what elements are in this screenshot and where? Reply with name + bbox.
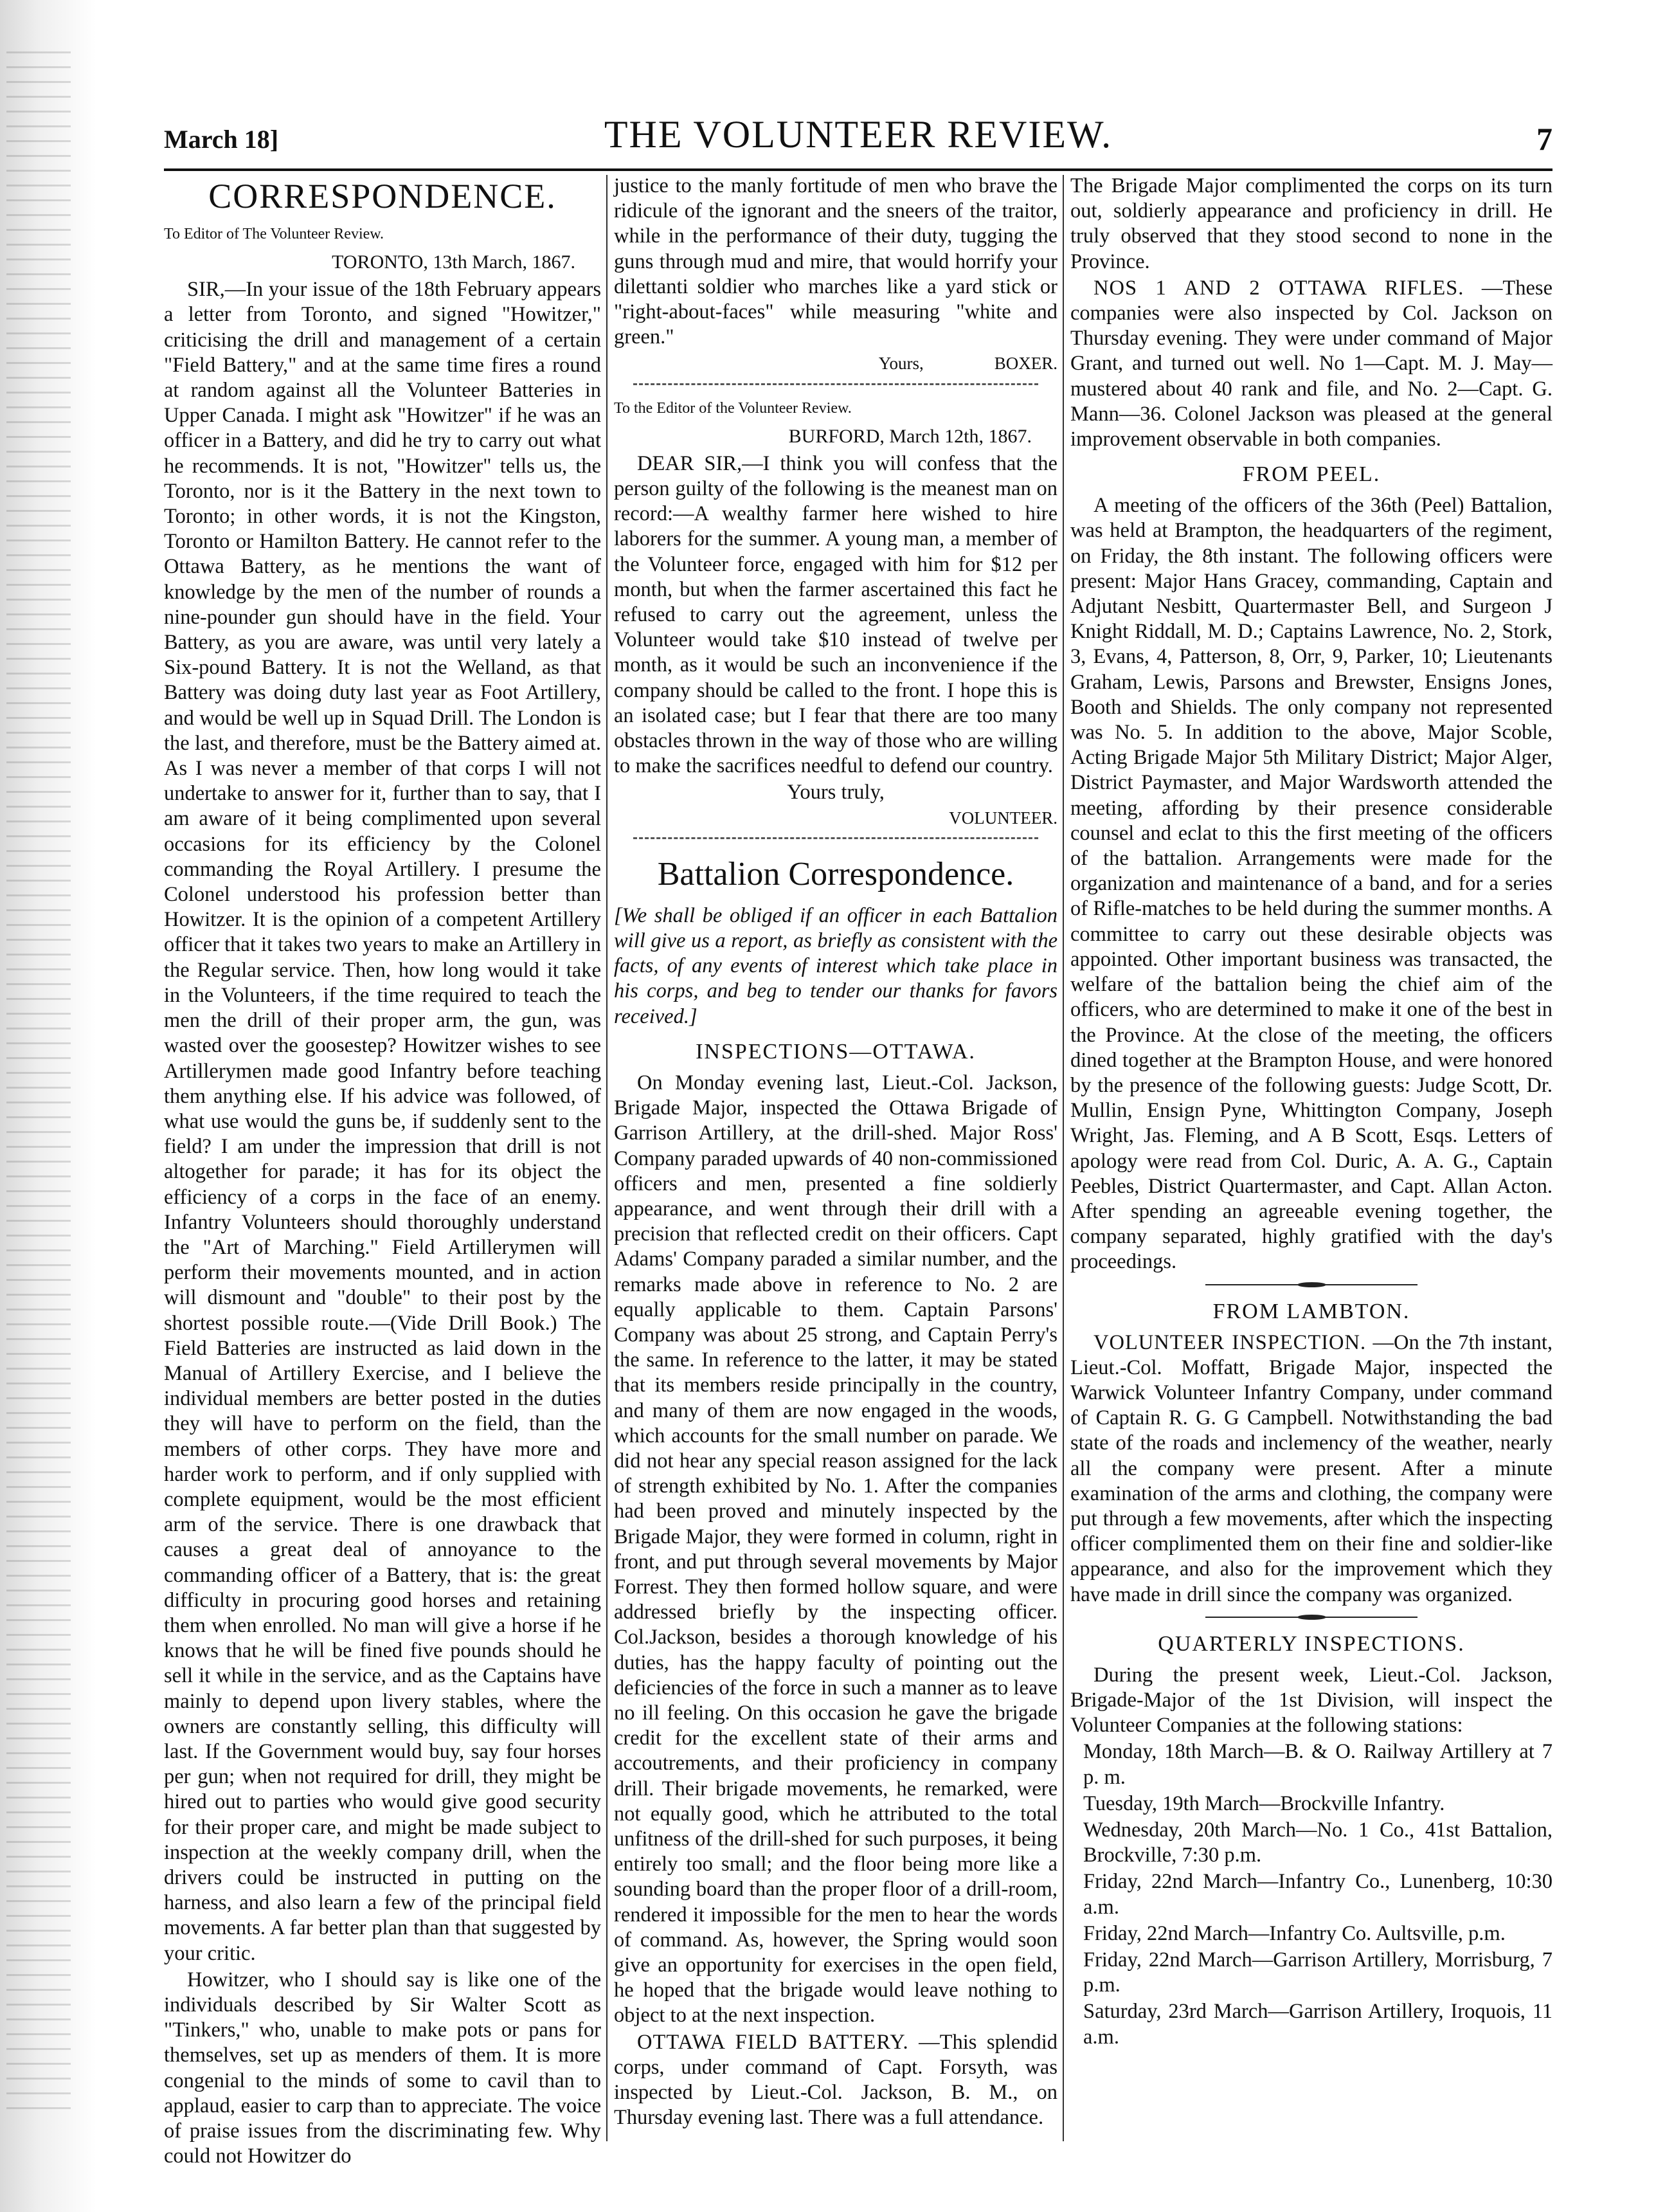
article-paragraph — [1070, 1330, 1553, 1608]
paragraph-lead: OTTAWA FIELD BATTERY. — [637, 2030, 909, 2054]
separator-ornament — [1070, 1280, 1553, 1289]
article-paragraph: DEAR SIR,—I think you will confess that the person guilty of the following is the meanest man on record:—A wealthy farmer here wished to hire laborers for the summer. A young man, a member of the Volunteer force, engaged with him for $12 per month, but when the farmer ascertained this fact he refused to carry out the agreement, unless the Volunteer would take $10 instead of twelve per month, as it would be such an inconvenience if the company should be called to the front. I hope this is an isolated case; but I fear that there are too many obstacles thrown in the way of those who are willing to make the sacrifices needful to defend our country. — [614, 451, 1058, 778]
page-header — [164, 113, 1553, 164]
letter-dateline: TORONTO, 13th March, 1867. — [332, 251, 575, 273]
article-paragraph: SIR,—In your issue of the 18th February appears a letter from Toronto, and signed "Howitzer," criticising the drill and management of a certain "Field Battery," and at the same time fires a round at random against all the Volunteer Batteries in Upper Canada. I might ask "Howitzer" if he was an officer in a Battery, and did he try to carry out what he recommends. It is not, "Howitzer" tells us, the Toronto, nor is it the Battery in the next town to Toronto; in other words, it is not the Kingston, Toronto or Hamilton Battery. He cannot refer to the Ottawa Battery, as he mentions the want of knowledge by the men of the number of rounds a nine-pounder gun should have in the field. Your Battery, as you are aware, was until very lately a Six-pound Battery. It is not the Welland, as that Battery was doing duty last year as Foot Artillery, and would be well up in Squad Drill. The London is the last, and therefore, must be the Battery aimed at. As I was never a member of that corps I will not undertake to answer for it, further than to say, that I am aware of it being complimented upon several occasions for its efficiency by the Colonel commanding the Royal Artillery. I presume the Colonel understood his profession better than Howitzer. It is the opinion of a competent Artillery officer that it takes two years to make an Artillery in the Regular service. Then, how long would it take in the Volunteers, if the time required to teach the men the drill of their proper arm, the gun, was wasted over the goosestep? Howitzer wishes to see Artillerymen made good Infantry before teaching them anything else. If his advice was followed, of what use would the guns be, if suddenly sent to the field? I am under the impression that drill is not altogether for parade; it has for its object the efficiency of a corps in the face of an enemy. Infantry Volunteers should thoroughly understand the "Art of Marching." Field Artillerymen will perform their movements mounted, and in action will dismount and "double" to their post by the shortest possible route.—(Vide Drill Book.) The Field Batteries are instructed as laid down in the Manual of Artillery Exercise, and I believe the individual members are better posted in the duties they will have to perform on the field, than the members of other corps. They have more and harder work to perform, and if only supplied with complete equipment, would be the most efficient arm of the service. There is one drawback that causes a great deal of annoyance to the commanding officer of a Battery, that is: the great difficulty in procuring good horses and retaining them when enrolled. No man will give a horse if he knows that he will be fined five pounds should he sell it while in the service, and as the Captains have mainly to depend upon livery stables, where the owners are constantly selling, this difficulty will last. If the Government would buy, say four horses per gun; when not required for drill, they might be hired out to parties who would give good security for their proper care, and might be made subject to inspection at the weekly company drill, when the drivers could be instructed in putting on the harness, and also learn a few of the principal field movements. A far better plan than that suggested by your critic. — [164, 278, 601, 1965]
editor-note: [We shall be obliged if an officer in each Battalion will give us a report, as briefly as consistent with the facts, of any events of interest which take place in his corps, and beg to tender our thanks for favors received.] — [614, 903, 1058, 1028]
section-title-correspondence: CORRESPONDENCE. — [208, 177, 557, 215]
column-2 — [614, 174, 1058, 2141]
signature-row — [614, 351, 1058, 376]
publication-title: THE VOLUNTEER REVIEW. — [604, 113, 1113, 156]
list-item: Friday, 22nd March—Garrison Artillery, Morrisburg, 7 p.m. — [1083, 1948, 1553, 1997]
header-date: March 18] — [164, 125, 279, 154]
page-number: 7 — [1536, 121, 1553, 157]
list-item: Monday, 18th March—B. & O. Railway Artillery at 7 p. m. — [1083, 1740, 1553, 1789]
header-rule — [164, 168, 1553, 171]
separator-dash — [633, 383, 1038, 392]
signature-name: BOXER. — [994, 354, 1058, 374]
list-item: Tuesday, 19th March—Brockville Infantry. — [1083, 1791, 1445, 1815]
column-divider-2 — [1063, 175, 1064, 2141]
binding-texture — [6, 51, 71, 2109]
signature-closing: Yours, — [878, 354, 924, 374]
list-item: Friday, 22nd March—Infantry Co., Lunenberg, 10:30 a.m. — [1083, 1870, 1553, 1919]
signature-name: VOLUNTEER. — [949, 808, 1058, 828]
paragraph-text: —These companies were also inspected by Col. Jackson on Thursday evening. They were under command of Major Grant, and turned out well. No 1—Capt. M. J. May—mustered about 40 rank and file, and No. 2—Capt. G. Mann—36. Colonel Jackson was pleased at the general improvement observable in both companies. — [1070, 276, 1553, 451]
section-title-battalion: Battalion Correspondence. — [657, 855, 1014, 893]
list-item: Saturday, 23rd March—Garrison Artillery, Iroquois, 11 a.m. — [1083, 2000, 1553, 2049]
article-paragraph — [614, 2030, 1058, 2131]
paragraph-lead: VOLUNTEER INSPECTION. — [1094, 1330, 1367, 1354]
column-divider-1 — [606, 175, 608, 2141]
letter-addressee: To Editor of The Volunteer Review. — [164, 226, 384, 242]
article-paragraph: justice to the manly fortitude of men who brave the ridicule of the ignorant and the sneers of the traitor, while in the performance of their duty, tugging the guns through mud and mire, that would horrify your dilettanti soldier who marches like a yard stick or "right-about-faces" while measuring "white and green." — [614, 174, 1058, 349]
signature-closing: Yours truly, — [787, 781, 885, 804]
article-paragraph: Howitzer, who I should say is like one of the individuals described by Sir Walter Scott as "Tinkers," who, unable to make pots or pans for themselves, set up as menders of them. It is more congenial to the minds of some to cavil than to applaud, easier to carp than to appreciate. The voice of praise issues from the discriminating few. Why could not Howitzer do — [164, 1968, 601, 2168]
column-3 — [1070, 174, 1553, 2141]
page-binding-edge — [0, 0, 96, 2212]
subsection-title: QUARTERLY INSPECTIONS. — [1158, 1631, 1465, 1656]
paragraph-text: —This splendid corps, under command of Capt. Forsyth, was inspected by Lieut.-Col. Jackson, B. M., on Thursday evening last. There was a full attendance. — [614, 2030, 1058, 2130]
list-item: Friday, 22nd March—Infantry Co. Aultsville, p.m. — [1083, 1921, 1506, 1945]
subsection-title: FROM LAMBTON. — [1212, 1299, 1410, 1323]
column-1 — [164, 174, 601, 2168]
article-paragraph: On Monday evening last, Lieut.-Col. Jackson, Brigade Major, inspected the Ottawa Brigade of Garrison Artillery, at the drill-shed. Major Ross' Company paraded upwards of 40 non-commissioned officers and men, presented a fine soldierly appearance, and went through their drill with a precision that reflected credit on their officers. Capt Adams' Company paraded a similar number, and the remarks made above in reference to No. 2 are equally applicable to them. Captain Parsons' Company was about 25 strong, and Captain Perry's the same. In reference to the latter, it may be stated that its members reside principally in the country, and many of them are now engaged in the woods, which accounts for the small number on parade. We did not hear any special reason assigned for the lack of strength exhibited by No. 1. After the companies had been proved and minutely inspected by the Brigade Major, they were formed in column, right in front, and put through several movements by Major Forrest. They then formed hollow square, and were addressed briefly by the inspecting officer. Col.Jackson, besides a thorough knowledge of his duties, has the happy faculty of pointing out the deficiencies of the force in such a manner as to leave no ill feeling. On this occasion he gave the brigade credit for the excellent state of their arms and accoutrements, and their proficiency in company drill. Their brigade movements, he remarked, were not equally good, which he attributed to the total unfitness of the drill-shed for such purposes, it being entirely too small; and the floor being more like a sounding board than the proper floor of a drill-room, rendered it impossible for the men to hear the words of command. As, however, the Spring would soon give an opportunity for exercises in the open field, he hoped that the brigade would leave nothing to object to at the next inspection. — [614, 1071, 1058, 2027]
signature-row — [614, 806, 1058, 831]
list-item: Wednesday, 20th March—No. 1 Co., 41st Battalion, Brockville, 7:30 p.m. — [1083, 1818, 1553, 1867]
article-paragraph — [1070, 276, 1553, 452]
paragraph-lead: NOS 1 AND 2 OTTAWA RIFLES. — [1094, 276, 1464, 300]
article-paragraph: The Brigade Major complimented the corps on its turn out, soldierly appearance and proficiency in drill. He truly observed that they stood second to none in the Province. — [1070, 174, 1553, 273]
subsection-title: INSPECTIONS—OTTAWA. — [696, 1039, 976, 1064]
paragraph-text: —On the 7th instant, Lieut.-Col. Moffatt, Brigade Major, inspected the Warwick Volunteer Infantry Company, under command of Captain R. G. G Campbell. Notwithstanding the bad state of the roads and inclemency of the weather, nearly all the company were present. After a minute examination of the arms and clothing, the company were put through a few movements, after which the inspecting officer complimented them on their fine and soldier-like appearance, and also for the improvement which they have made in drill since the company was organized. — [1070, 1330, 1553, 1606]
article-paragraph: A meeting of the officers of the 36th (Peel) Battalion, was held at Brampton, the headquarters of the regiment, on Friday, the 8th instant. The following officers were present: Major Hans Gracey, commanding, Captain and Adjutant Nesbitt, Quartermaster Bell, and Surgeon J Knight Riddall, M. D.; Captains Lawrence, No. 2, Stork, 3, Evans, 4, Patterson, 8, Orr, 9, Parker, 10; Lieutenants Graham, Lewis, Parsons and Brewster, Ensigns Jones, Booth and Shields. The only company not represented was No. 5. In addition to the above, Major Scoble, Acting Brigade Major 5th Military District; Major Alger, District Paymaster, and Major Wardsworth attended the meeting, affording by their presence considerable counsel and eclat to this the first meeting of the officers of the battalion. Arrangements were made for the organization and maintenance of a band, and for a series of Rifle-matches to be held during the summer months. A committee to carry out these desirable objects was appointed. Other important business was transacted, the welfare of the battalion being the chief aim of the officers, who are determined to make it one of the best in the Province. At the close of the meeting, the officers dined together at the Brampton House, and were honored by the presence of the following guests: Judge Scott, Dr. Mullin, Ensign Pyne, Whittington Company, Joseph Wright, Jas. Fleming, and A B Scott, Esqs. Letters of apology were read from Col. Duric, A. A. G., Captain Peebles, District Quartermaster, and Capt. Allan Acton. After spending an agreeable evening together, the company separated, highly gratified with the day's proceedings. — [1070, 494, 1553, 1274]
separator-dash — [633, 837, 1038, 846]
article-paragraph: During the present week, Lieut.-Col. Jackson, Brigade-Major of the 1st Division, will inspect the Volunteer Companies at the following stations: — [1070, 1663, 1553, 1737]
letter-dateline: BURFORD, March 12th, 1867. — [788, 425, 1032, 447]
separator-ornament — [1070, 1613, 1553, 1622]
subsection-title: FROM PEEL. — [1242, 462, 1381, 487]
letter-addressee: To the Editor of the Volunteer Review. — [614, 399, 852, 417]
